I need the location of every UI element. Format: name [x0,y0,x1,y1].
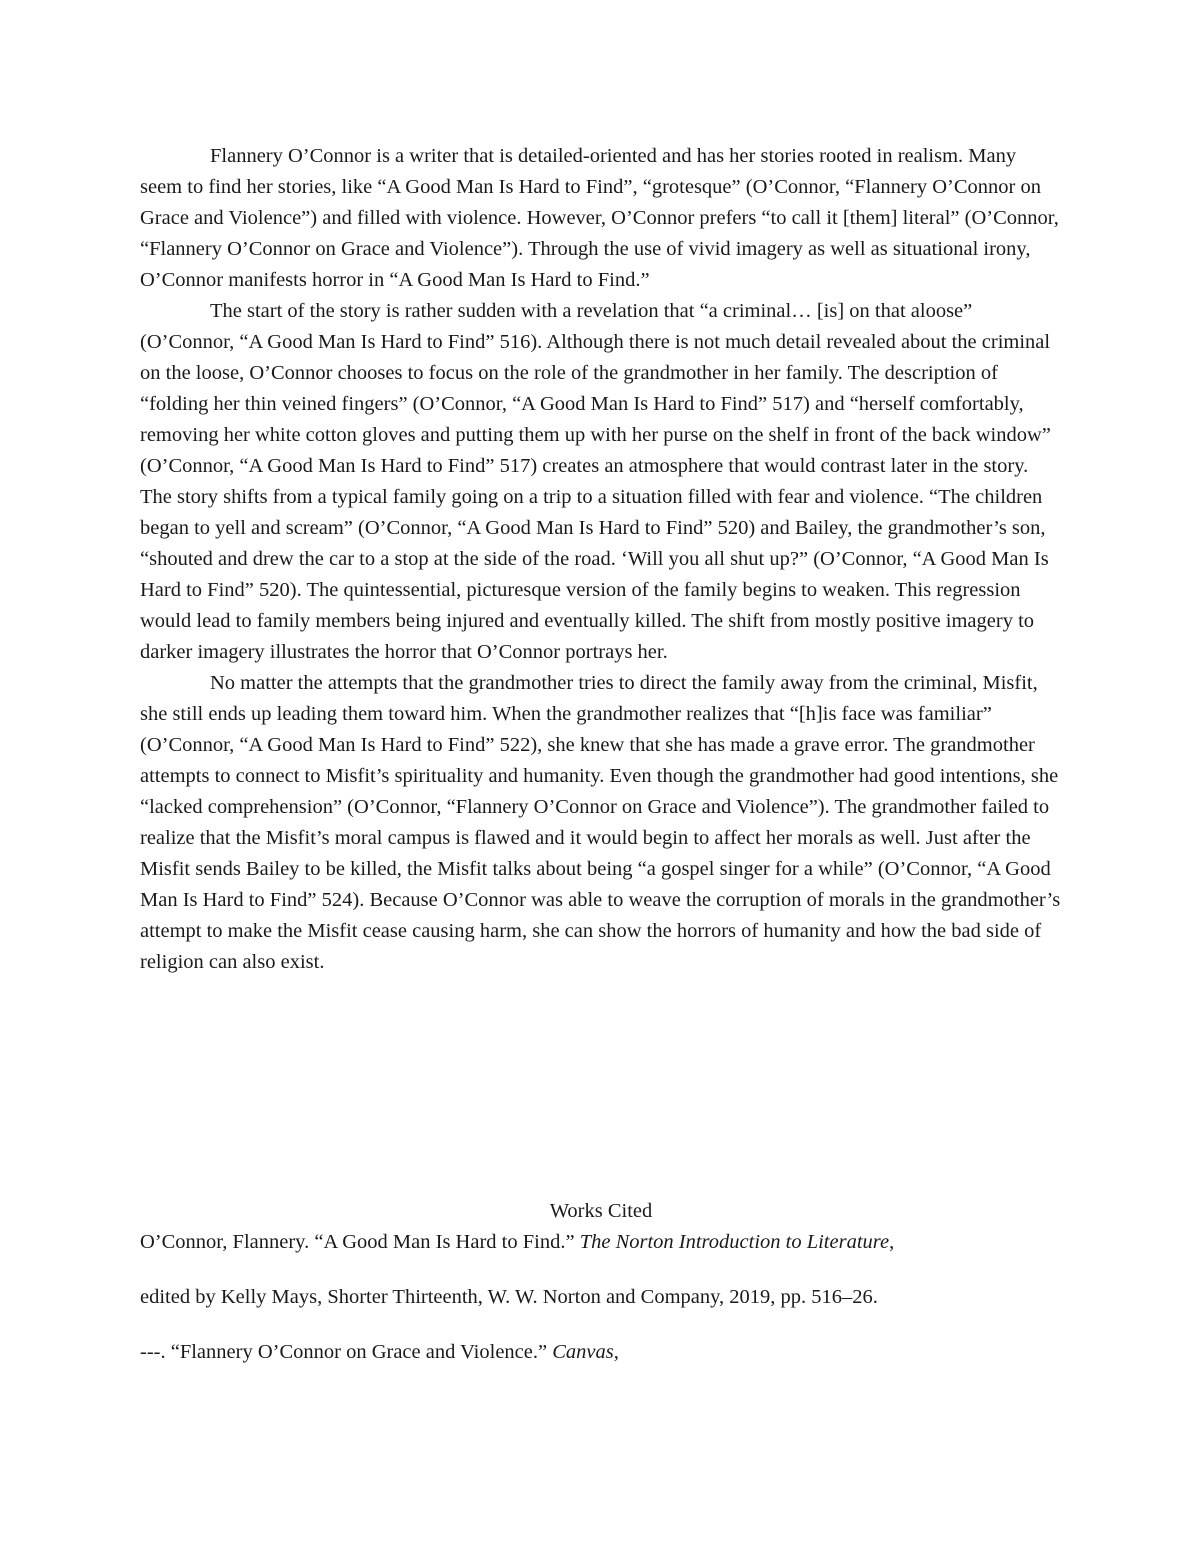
essay-paragraph-3: No matter the attempts that the grandmother tries to direct the family away from the criminal, Misfit, she still ends up leading them toward him. When the grandmother realizes that “[h]is face was familiar” (O’Connor, “A Good Man Is Hard to Find” 522), she knew that she has made a grave error. The grandmother attempts to connect to Misfit’s spirituality and humanity. Even though the grandmother had good intentions, she “lacked comprehension” (O’Connor, “Flannery O’Connor on Grace and Violence”). The grandmother failed to realize that the Misfit’s moral campus is flawed and it would begin to affect her morals as well. Just after the Misfit sends Bailey to be killed, the Misfit talks about being “a gospel singer for a while” (O’Connor, “A Good Man Is Hard to Find” 524). Because O’Connor was able to weave the corruption of morals in the grandmother’s attempt to make the Misfit cease causing harm, she can show the horrors of humanity and how the bad side of religion can also exist. [140,672,1061,973]
citation-1-suffix: , [889,1231,895,1253]
citation-entry-1 [140,1227,1062,1313]
works-cited-heading: Works Cited [549,1200,653,1222]
works-cited-section [140,1196,1062,1368]
citation-2-prefix: ---. “Flannery O’Connor on Grace and Violence.” [140,1341,553,1363]
citation-entry-2 [140,1337,1062,1368]
citation-2-suffix: , [613,1341,619,1363]
citation-1-continuation: edited by Kelly Mays, Shorter Thirteenth, W. W. Norton and Company, 2019, pp. 516–26. [140,1286,878,1308]
essay-paragraph-2: The start of the story is rather sudden with a revelation that “a criminal… [is] on that aloose” (O’Connor, “A Good Man Is Hard to Find” 516). Although there is not much detail revealed about the criminal on the loose, O’Connor chooses to focus on the role of the grandmother in her family. The description of “folding her thin veined fingers” (O’Connor, “A Good Man Is Hard to Find” 517) and “herself comfortably, removing her white cotton gloves and putting them up with her purse on the shelf in front of the back window” (O’Connor, “A Good Man Is Hard to Find” 517) creates an atmosphere that would contrast later in the story. The story shifts from a typical family going on a trip to a situation filled with fear and violence. “The children began to yell and scream” (O’Connor, “A Good Man Is Hard to Find” 520) and Bailey, the grandmother’s son, “shouted and drew the car to a stop at the side of the road. ‘Will you all shut up?” (O’Connor, “A Good Man Is Hard to Find” 520). The quintessential, picturesque version of the family begins to weaken. This regression would lead to family members being injured and eventually killed. The shift from mostly positive imagery to darker imagery illustrates the horror that O’Connor portrays her. [140,300,1051,663]
essay-paragraph-1: Flannery O’Connor is a writer that is detailed-oriented and has her stories rooted in realism. Many seem to find her stories, like “A Good Man Is Hard to Find”, “grotesque” (O’Connor, “Flannery O’Connor on Grace and Violence”) and filled with violence. However, O’Connor prefers “to call it [them] literal” (O’Connor, “Flannery O’Connor on Grace and Violence”). Through the use of vivid imagery as well as situational irony, O’Connor manifests horror in “A Good Man Is Hard to Find.” [140,145,1059,291]
essay-body [140,141,1062,978]
citation-1-title: The Norton Introduction to Literature [579,1231,890,1253]
citation-1-prefix: O’Connor, Flannery. “A Good Man Is Hard to Find.” [140,1231,580,1253]
citation-2-title: Canvas [552,1341,614,1363]
